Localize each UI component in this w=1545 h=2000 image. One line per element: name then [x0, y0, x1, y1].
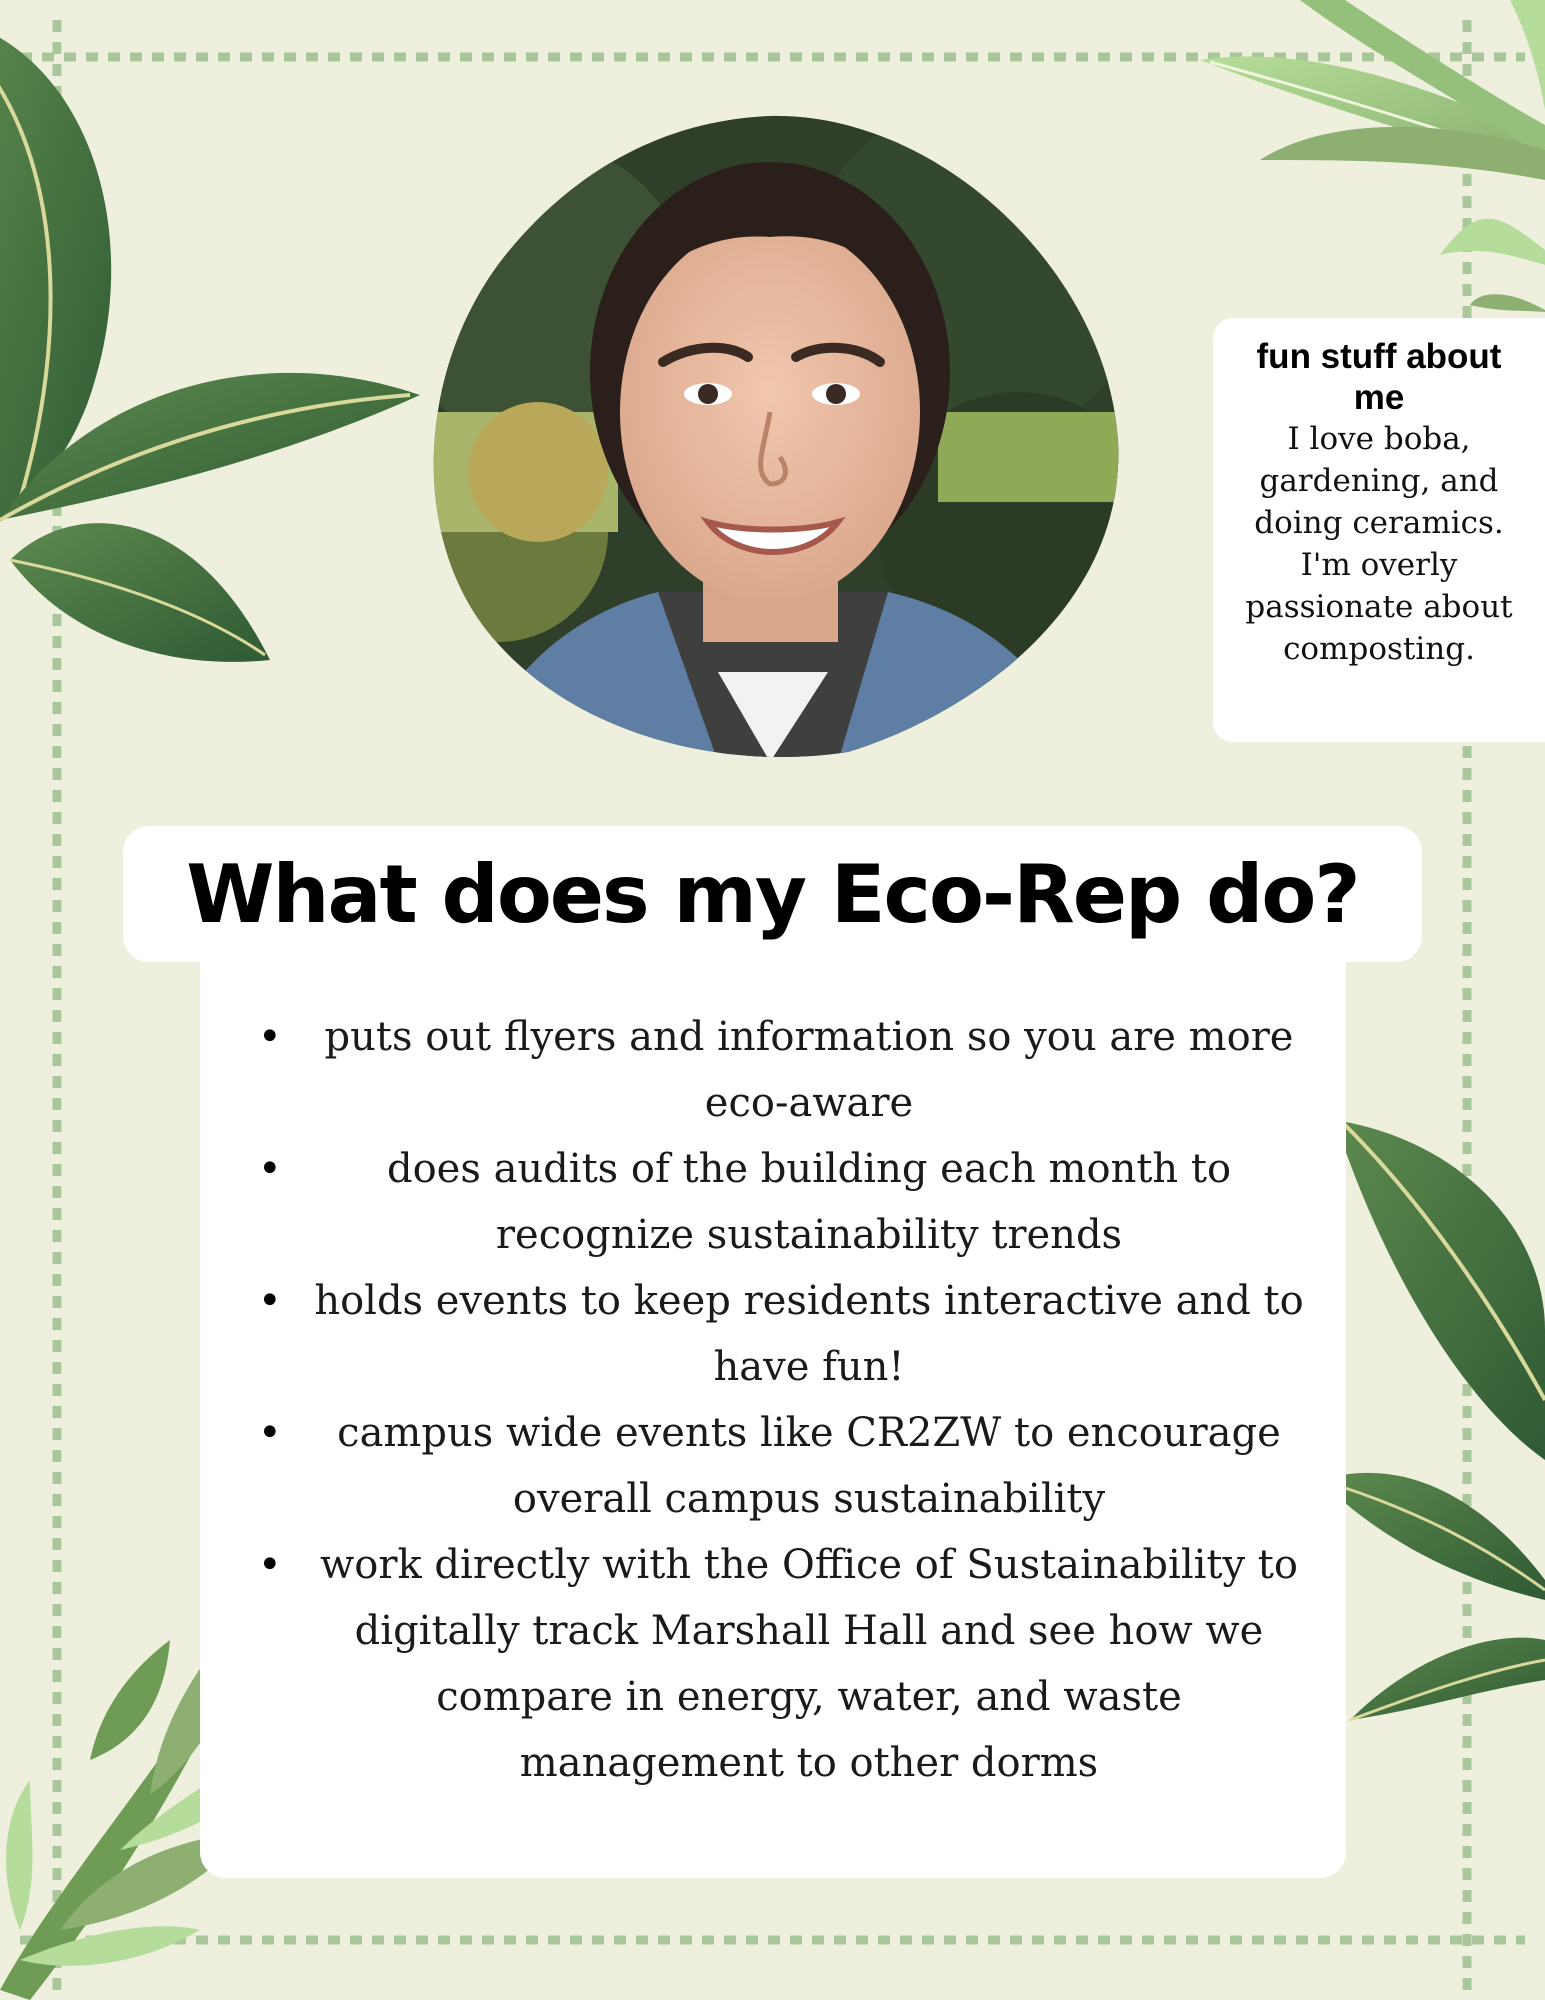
- bullet-icon: •: [258, 1542, 282, 1588]
- list-item: [240, 1532, 1306, 1796]
- fun-facts-card: [1213, 318, 1545, 742]
- leaf-cluster-right-icon: [1320, 1120, 1545, 1720]
- duty-text: holds events to keep residents interactive and to have fun!: [314, 1278, 1304, 1390]
- bullet-icon: •: [258, 1410, 282, 1456]
- portrait-photo-icon: [418, 112, 1122, 762]
- list-item: [240, 1400, 1306, 1532]
- duty-text: puts out flyers and information so you are more eco-aware: [324, 1014, 1294, 1126]
- leaf-cluster-top-right-icon: [1200, 0, 1545, 312]
- list-item: [240, 1004, 1306, 1136]
- duties-card: [200, 962, 1346, 1878]
- fun-facts-title: fun stuff about me: [1256, 337, 1502, 417]
- duty-text: campus wide events like CR2ZW to encourage overall campus sustainability: [337, 1410, 1281, 1522]
- bullet-icon: •: [258, 1014, 282, 1060]
- heading-card: [123, 826, 1422, 962]
- list-item: [240, 1136, 1306, 1268]
- list-item: [240, 1268, 1306, 1400]
- leaf-cluster-top-left-icon: [0, 20, 420, 662]
- duty-text: work directly with the Office of Sustainability to digitally track Marshall Hall and see how we compare in energy, water, and waste management to other dorms: [320, 1542, 1298, 1786]
- duties-list: [240, 1004, 1306, 1796]
- bullet-icon: •: [258, 1146, 282, 1192]
- section-heading: What does my Eco-Rep do?: [186, 847, 1359, 941]
- duty-text: does audits of the building each month to recognize sustainability trends: [386, 1146, 1232, 1258]
- bullet-icon: •: [258, 1278, 282, 1324]
- fun-facts-body: I love boba, gardening, and doing ceramics. I'm overly passionate about composting.: [1245, 421, 1513, 667]
